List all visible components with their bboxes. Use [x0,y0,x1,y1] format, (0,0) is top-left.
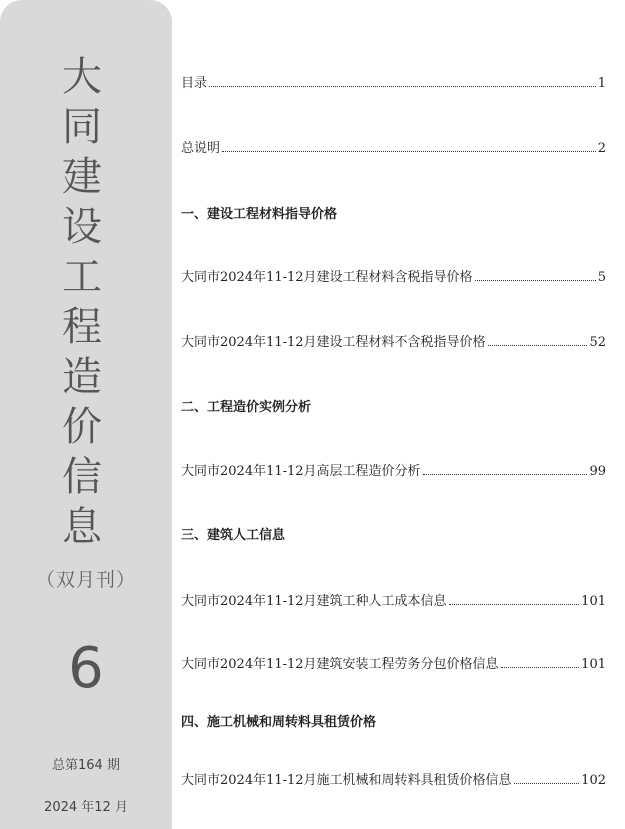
toc-entry-title: 总说明 [181,141,221,156]
vertical-title [52,52,112,552]
toc-entry[interactable] [181,460,606,480]
toc-entry-page: 99 [589,464,606,479]
toc-entry-title: 大同市2024年11-12月建设工程材料不含税指导价格 [181,335,486,350]
toc-entry-page: 101 [581,594,606,609]
toc-entry-title: 大同市2024年11-12月施工机械和周转料具租赁价格信息 [181,773,512,788]
toc-entry-page: 52 [589,335,606,350]
toc-entry[interactable] [181,137,606,157]
toc-entry[interactable] [181,769,606,789]
dot-leader [501,666,580,668]
toc-entry[interactable] [181,72,606,92]
dot-leader [222,150,596,152]
toc-entry-title: 大同市2024年11-12月建设工程材料含税指导价格 [181,270,473,285]
dot-leader [209,85,596,87]
toc-entry-title: 目录 [181,76,208,91]
toc-entry-page: 1 [597,76,606,91]
title-char: 造 [62,354,102,400]
title-char: 建 [62,154,102,200]
toc-entry[interactable] [181,590,606,610]
toc-entry-page: 5 [597,270,606,285]
title-char: 息 [62,504,102,550]
section-heading: 四、施工机械和周转料具租赁价格 [181,715,377,730]
title-char: 工 [62,254,102,300]
dot-leader [449,603,580,605]
title-char: 信 [62,454,102,500]
title-char: 同 [62,104,102,150]
title-char: 大 [62,54,102,100]
title-char: 价 [62,404,102,450]
toc-entry-title: 大同市2024年11-12月建筑安装工程劳务分包价格信息 [181,657,499,672]
frequency-label: （双月刊） [35,569,136,591]
dot-leader [514,782,580,784]
toc-entry-page: 101 [581,657,606,672]
toc-entry[interactable] [181,653,606,673]
issue-date: 2024 年12 月 [44,800,128,815]
toc-entry[interactable] [181,331,606,351]
dot-leader [488,344,588,346]
title-char: 程 [62,304,102,350]
section-heading: 三、建筑人工信息 [181,528,286,543]
toc-entry-page: 2 [597,141,606,156]
dot-leader [423,473,588,475]
toc-entry-title: 大同市2024年11-12月建筑工种人工成本信息 [181,594,447,609]
section-heading: 一、建设工程材料指导价格 [181,207,338,222]
cover-sidebar [0,0,172,829]
title-char: 设 [62,204,102,250]
toc-entry-title: 大同市2024年11-12月高层工程造价分析 [181,464,421,479]
dot-leader [475,279,596,281]
total-issue: 总第164 期 [52,758,120,773]
toc-entry[interactable] [181,266,606,286]
issue-number: 6 [68,636,104,701]
section-heading: 二、工程造价实例分析 [181,400,312,415]
toc-entry-page: 102 [581,773,606,788]
